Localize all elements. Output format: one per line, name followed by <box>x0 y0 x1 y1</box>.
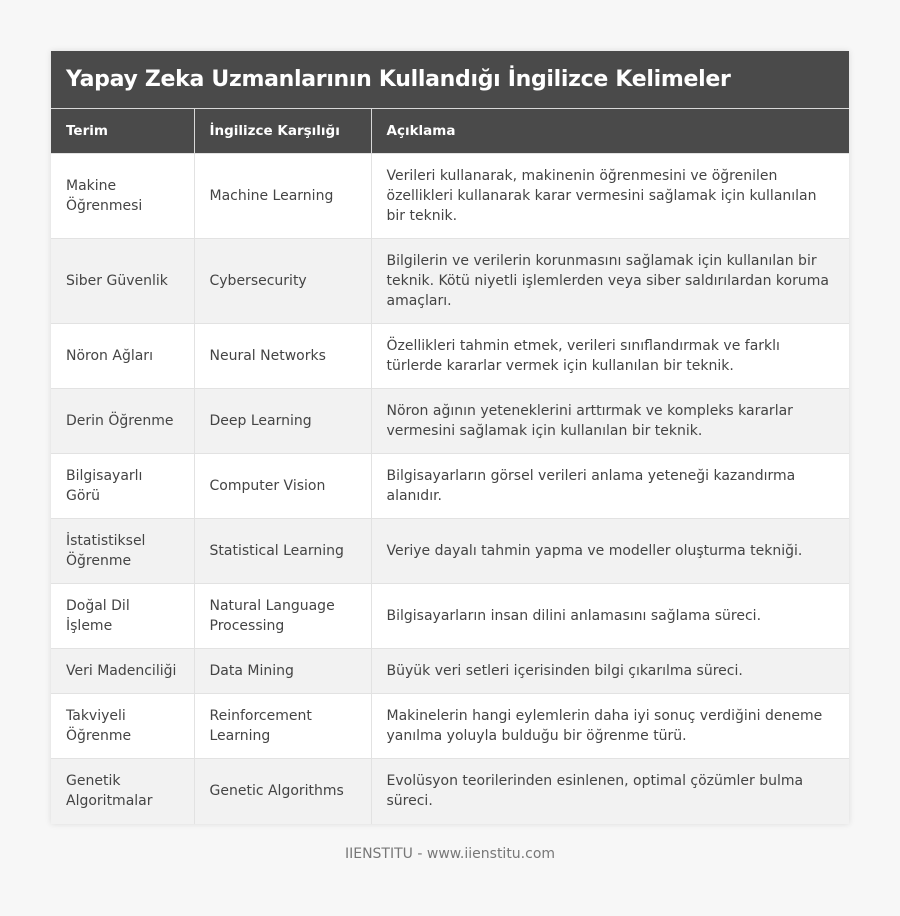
table-row <box>51 324 849 389</box>
cell-term: Derin Öğrenme <box>51 389 194 454</box>
footer-credit: IIENSTITU - www.iienstitu.com <box>344 846 556 862</box>
cell-term: Siber Güvenlik <box>51 239 194 324</box>
table-row <box>51 694 849 759</box>
table-row <box>51 454 849 519</box>
cell-description: Veriye dayalı tahmin yapma ve modeller oluşturma tekniği. <box>371 519 849 584</box>
column-header-term: Terim <box>51 109 194 154</box>
cell-description: Nöron ağının yeteneklerini arttırmak ve kompleks kararlar vermesini sağlamak için kullanılan bir teknik. <box>371 389 849 454</box>
cell-term: Takviyeli Öğrenme <box>51 694 194 759</box>
cell-term: İstatistiksel Öğrenme <box>51 519 194 584</box>
table-row <box>51 519 849 584</box>
column-header-description: Açıklama <box>371 109 849 154</box>
cell-term: Veri Madenciliği <box>51 649 194 694</box>
glossary-card <box>51 51 849 824</box>
cell-english: Natural Language Processing <box>194 584 371 649</box>
cell-english: Machine Learning <box>194 154 371 239</box>
cell-term: Bilgisayarlı Görü <box>51 454 194 519</box>
cell-description: Özellikleri tahmin etmek, verileri sınıflandırmak ve farklı türlerde kararlar vermek için kullanılan bir teknik. <box>371 324 849 389</box>
cell-description: Verileri kullanarak, makinenin öğrenmesini ve öğrenilen özellikleri kullanarak karar vermesini sağlamak için kullanılan bir teknik. <box>371 154 849 239</box>
cell-english: Reinforcement Learning <box>194 694 371 759</box>
cell-english: Cybersecurity <box>194 239 371 324</box>
cell-english: Neural Networks <box>194 324 371 389</box>
glossary-table <box>51 109 849 824</box>
cell-term: Nöron Ağları <box>51 324 194 389</box>
table-row <box>51 759 849 824</box>
cell-english: Computer Vision <box>194 454 371 519</box>
cell-term: Genetik Algoritmalar <box>51 759 194 824</box>
cell-description: Büyük veri setleri içerisinden bilgi çıkarılma süreci. <box>371 649 849 694</box>
table-row <box>51 649 849 694</box>
page-title: Yapay Zeka Uzmanlarının Kullandığı İngilizce Kelimeler <box>66 67 731 92</box>
column-header-english: İngilizce Karşılığı <box>194 109 371 154</box>
cell-description: Bilgisayarların insan dilini anlamasını sağlama süreci. <box>371 584 849 649</box>
title-bar <box>51 51 849 109</box>
table-row <box>51 154 849 239</box>
cell-english: Genetic Algorithms <box>194 759 371 824</box>
cell-term: Makine Öğrenmesi <box>51 154 194 239</box>
table-header-row <box>51 109 849 154</box>
cell-term: Doğal Dil İşleme <box>51 584 194 649</box>
cell-english: Data Mining <box>194 649 371 694</box>
table-row <box>51 389 849 454</box>
cell-description: Makinelerin hangi eylemlerin daha iyi sonuç verdiğini deneme yanılma yoluyla bulduğu bir öğrenme türü. <box>371 694 849 759</box>
table-row <box>51 239 849 324</box>
cell-description: Evolüsyon teorilerinden esinlenen, optimal çözümler bulma süreci. <box>371 759 849 824</box>
cell-english: Deep Learning <box>194 389 371 454</box>
cell-description: Bilgilerin ve verilerin korunmasını sağlamak için kullanılan bir teknik. Kötü niyetli işlemlerden veya siber saldırılardan koruma amaçları. <box>371 239 849 324</box>
table-row <box>51 584 849 649</box>
cell-description: Bilgisayarların görsel verileri anlama yeteneği kazandırma alanıdır. <box>371 454 849 519</box>
cell-english: Statistical Learning <box>194 519 371 584</box>
